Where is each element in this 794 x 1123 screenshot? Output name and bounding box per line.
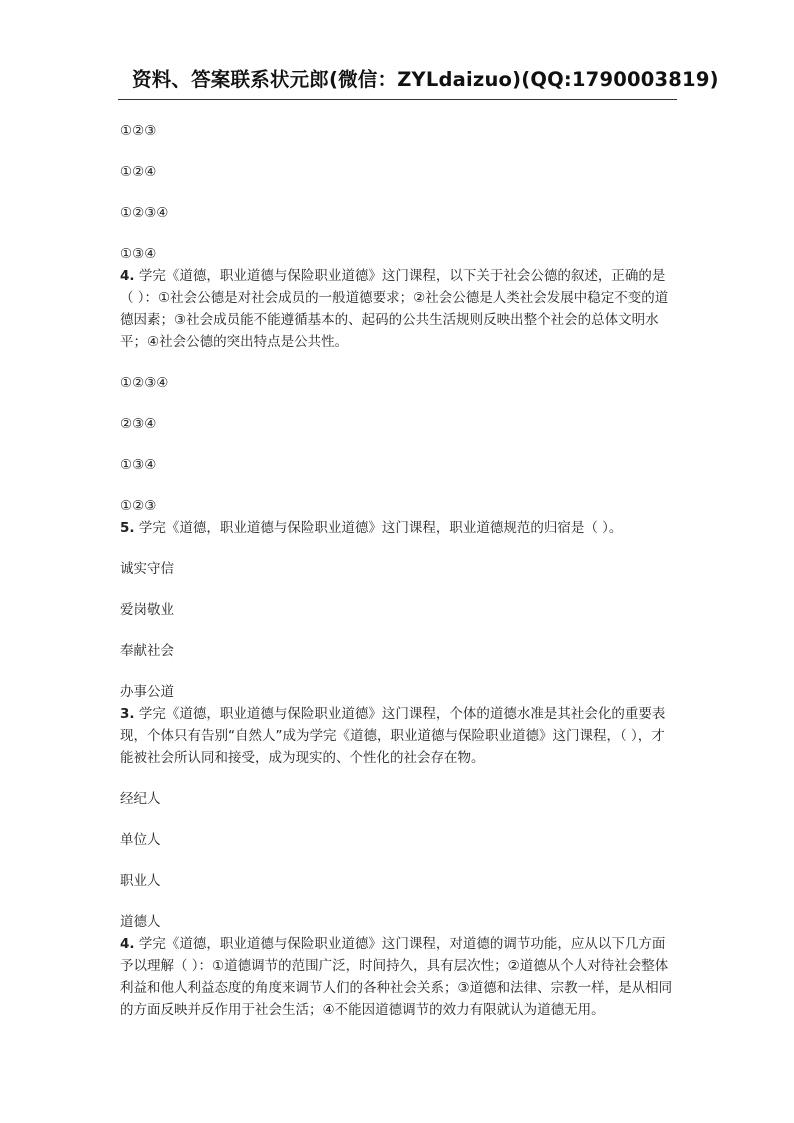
option: 道德人	[120, 914, 161, 930]
option: ①②③④	[120, 375, 169, 391]
option: ①③④	[120, 246, 157, 262]
option: ②③④	[120, 416, 157, 432]
option-list	[120, 120, 678, 265]
option: ①②③④	[120, 205, 169, 221]
option-list	[120, 788, 678, 933]
question-number: 5.	[120, 520, 135, 536]
option: 经纪人	[120, 791, 161, 807]
option-list	[120, 558, 678, 703]
question	[120, 703, 678, 769]
option: 职业人	[120, 873, 161, 889]
option: 诚实守信	[120, 561, 174, 577]
question-text: 学完《道德，职业道德与保险职业道德》这门课程，对道德的调节功能，应从以下几方面予以理解（ ）：①道德调节的范围广泛，时间持久，具有层次性；②道德从个人对待社会整体利益和他人利益态度的角度来调节人们的各种社会关系；③道德和法律、宗教一样，是从相同的方面反映并反作用于社会生活；④不能因道德调节的效力有限就认为道德无用。	[120, 936, 673, 1018]
option: ①③④	[120, 457, 157, 473]
question-text: 学完《道德，职业道德与保险职业道德》这门课程，个体的道德水准是其社会化的重要表现，个体只有告别“自然人”成为学完《道德，职业道德与保险职业道德》这门课程，（ ），才能被社会所认同和接受，成为现实的、个性化的社会存在物。	[120, 706, 666, 766]
option: ①②④	[120, 164, 157, 180]
option: 办事公道	[120, 684, 174, 700]
question-number: 4.	[120, 936, 135, 952]
option: 爱岗敬业	[120, 602, 174, 618]
document-body	[120, 120, 678, 1040]
question-number: 4.	[120, 268, 135, 284]
banner-text: 资料、答案联系状元郎(微信：ZYLdaizuo)(QQ:1790003819)	[132, 68, 719, 91]
question-text: 学完《道德，职业道德与保险职业道德》这门课程，以下关于社会公德的叙述，正确的是（ ）：①社会公德是对社会成员的一般道德要求；②社会公德是人类社会发展中稳定不变的道德因素；③社会成员能不能遵循基本的、起码的公共生活规则反映出整个社会的总体文明水平；④社会公德的突出特点是公共性。	[120, 268, 669, 350]
option: 单位人	[120, 832, 161, 848]
question	[120, 517, 678, 539]
question-number: 3.	[120, 706, 135, 722]
question-text: 学完《道德，职业道德与保险职业道德》这门课程，职业道德规范的归宿是（ ）。	[138, 520, 623, 536]
option: ①②③	[120, 498, 157, 514]
option-list	[120, 372, 678, 517]
header-banner	[118, 56, 719, 100]
question	[120, 265, 678, 353]
option: ①②③	[120, 123, 157, 139]
option: 奉献社会	[120, 643, 174, 659]
question	[120, 933, 678, 1021]
